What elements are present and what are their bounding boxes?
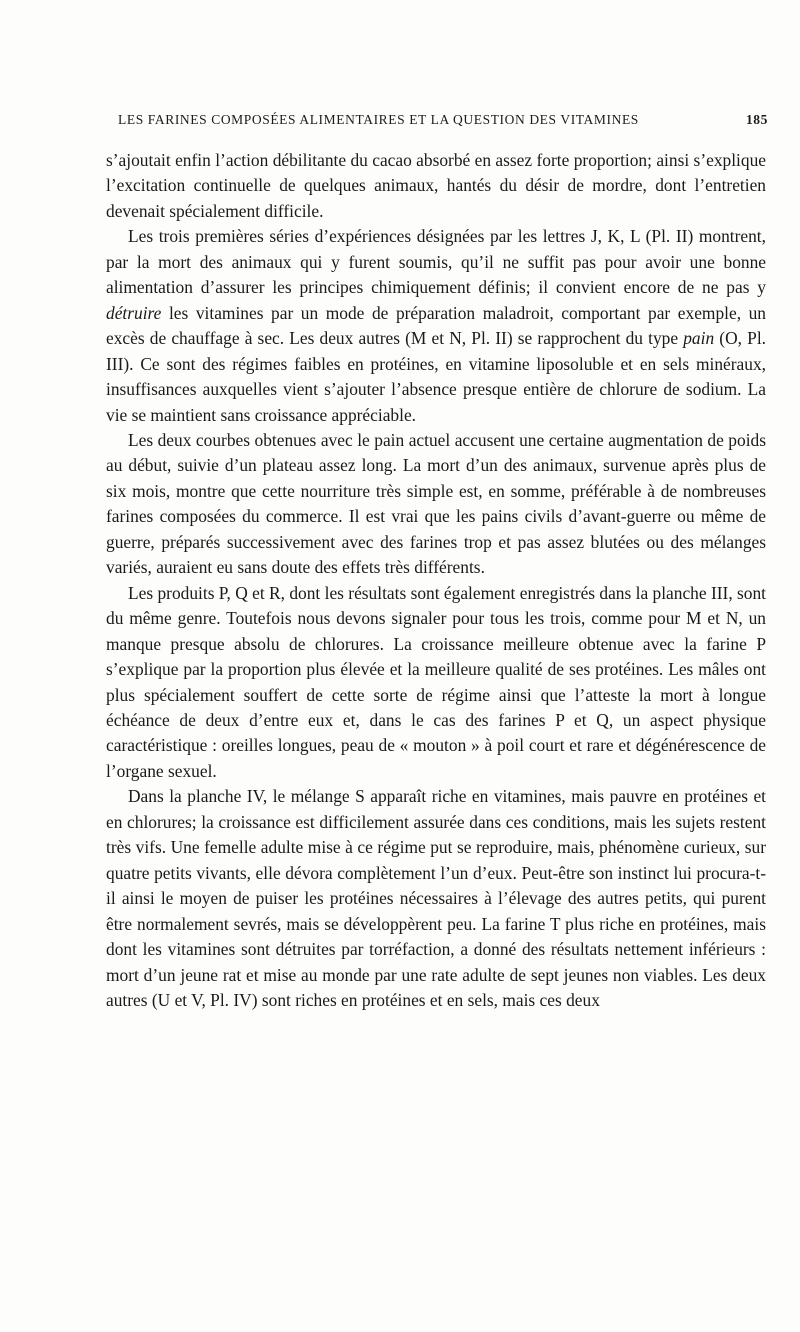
paragraph-2-text-c: (O, Pl. III). Ce sont des régimes faibles en protéines, en vitamine liposoluble et en sels minéraux, insuffisances auxquelles vient s’ajouter l’absence presque entière de chlorure de sodium. La vie se maintient sans croissance appréciable. bbox=[106, 328, 766, 425]
paragraph-5 bbox=[106, 784, 766, 1013]
paragraph-2 bbox=[106, 224, 766, 428]
paragraph-3 bbox=[106, 428, 766, 581]
paragraph-2-text-b: les vitamines par un mode de préparation maladroit, comportant par exemple, un excès de chauffage à sec. Les deux autres (M et N, Pl. II) se rapprochent du type bbox=[106, 302, 766, 349]
page-number: 185 bbox=[745, 112, 768, 127]
paragraph-5-text: Dans la planche IV, le mélange S apparaît riche en vitamines, mais pauvre en protéines et en chlorures; la croissance est difficilement assurée dans ces conditions, mais les sujets restent très vifs. Une femelle adulte mise à ce régime put se reproduire, mais, phénomène curieux, sur quatre petits vivants, elle dévora complètement l’un d’eux. Peut-être son instinct lui procura-t-il ainsi le moyen de puiser les protéines nécessaires à l’élevage des autres petits, qui purent être normalement sevrés, mais se développèrent peu. La farine T plus riche en protéines, mais dont les vitamines sont détruites par torréfaction, a donné des résultats nettement inférieurs : mort d’un jeune rat et mise au monde par une rate adulte de sept jeunes non viables. Les deux autres (U et V, Pl. IV) sont riches en protéines et en sels, mais ces deux bbox=[106, 786, 766, 1010]
body-text bbox=[106, 148, 766, 1013]
paragraph-1-text: s’ajoutait enfin l’action débilitante du cacao absorbé en assez forte proportion; ainsi s’explique l’excitation continuelle de quelques animaux, hantés du désir de mordre, dont l’entretien devenait spécialement difficile. bbox=[106, 150, 766, 221]
paragraph-1 bbox=[106, 148, 766, 224]
running-header bbox=[118, 112, 768, 134]
paragraph-2-text-a: Les trois premières séries d’expériences désignées par les lettres J, K, L (Pl. II) montrent, par la mort des animaux qui y furent soumis, qu’il ne suffit pas pour avoir une bonne alimentation d’assurer les principes chimiquement définis; il convient encore de ne pas y bbox=[106, 226, 766, 298]
running-header-title: LES FARINES COMPOSÉES ALIMENTAIRES ET LA QUESTION DES VITAMINES bbox=[118, 112, 639, 127]
paragraph-2-italic-pain: pain bbox=[683, 328, 715, 349]
paragraph-4 bbox=[106, 581, 766, 785]
paragraph-4-text: Les produits P, Q et R, dont les résultats sont également enregistrés dans la planche III, sont du même genre. Toutefois nous devons signaler pour tous les trois, comme pour M et N, un manque presque absolu de chlorures. La croissance meilleure obtenue avec la farine P s’explique par la proportion plus élevée et la meilleure qualité de ses protéines. Les mâles ont plus spécialement souffert de cette sorte de régime ainsi que l’atteste la mort à longue échéance de deux d’entre eux et, dans le cas des farines P et Q, un aspect physique caractéristique : oreilles longues, peau de « mouton » à poil court et rare et dégénérescence de l’organe sexuel. bbox=[106, 582, 767, 781]
paragraph-2-italic-detruire: détruire bbox=[106, 302, 162, 323]
paragraph-3-text: Les deux courbes obtenues avec le pain actuel accusent une certaine augmentation de poids au début, suivie d’un plateau assez long. La mort d’un des animaux, survenue après plus de six mois, montre que cette nourriture très simple est, en somme, préférable à de nombreuses farines composées du commerce. Il est vrai que les pains civils d’avant-guerre ou même de guerre, préparés successivement avec des farines trop et pas assez blutées ou des mélanges variés, auraient eu sans doute des effets très différents. bbox=[106, 429, 766, 578]
